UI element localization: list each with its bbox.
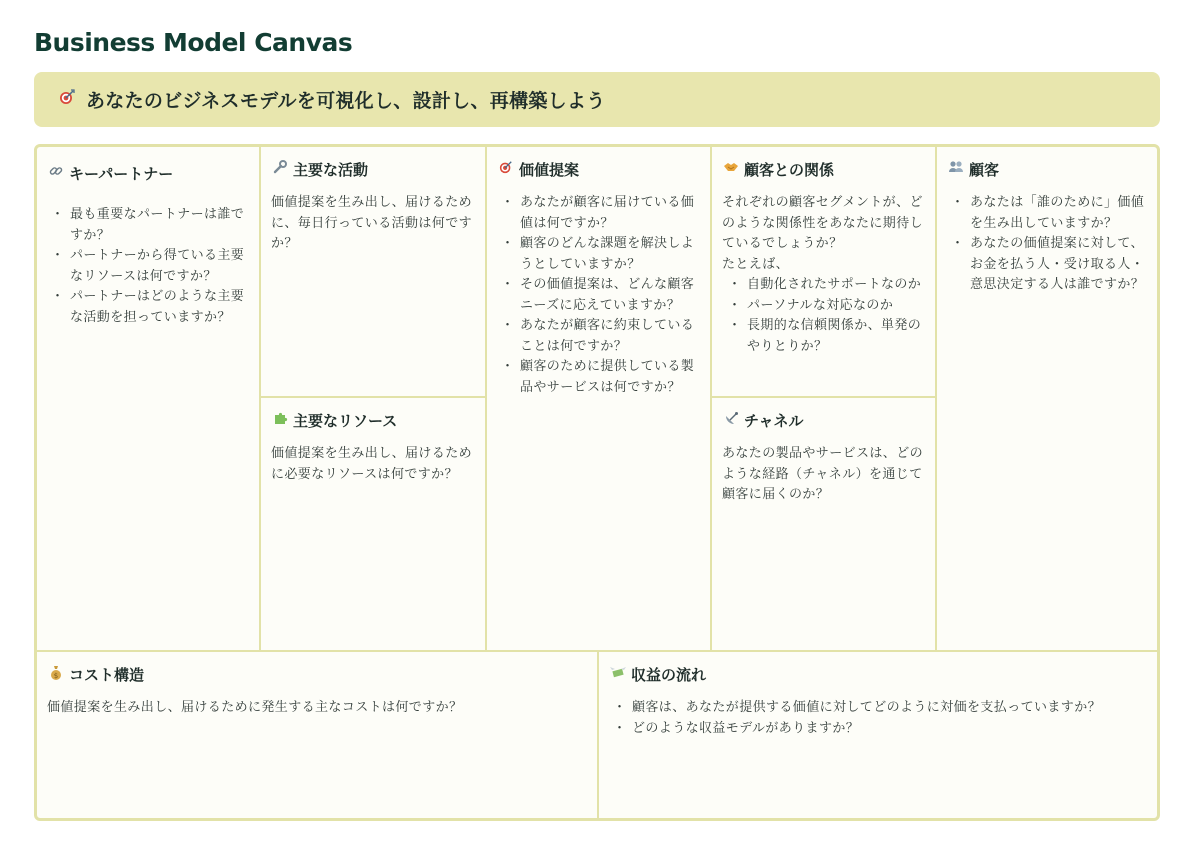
customer-relationships-text: それぞれの顧客セグメントが、どのような関係性をあなたに期待しているでしょうか？ たとえば、 bbox=[722, 193, 925, 275]
target-icon bbox=[497, 160, 515, 178]
value-propositions-list bbox=[497, 193, 700, 398]
link-icon bbox=[47, 164, 65, 182]
satellite-icon bbox=[722, 411, 740, 430]
customer-relationships-list bbox=[722, 275, 925, 357]
list-item: ・ あなたが顧客に届けている価値は何ですか？ bbox=[497, 193, 700, 234]
puzzle-icon bbox=[271, 411, 289, 430]
revenue-streams-title: 収益の流れ bbox=[631, 665, 707, 684]
list-item: ・ あなたの価値提案に対して、お金を払う人・受け取る人・意思決定する人は誰ですか？ bbox=[947, 234, 1153, 296]
customer-segments-list bbox=[947, 193, 1153, 296]
list-item: ・ 顧客のどんな課題を解決しようとしていますか？ bbox=[497, 234, 700, 275]
customer-relationships-section bbox=[712, 147, 935, 396]
business-model-canvas bbox=[34, 144, 1160, 821]
key-resources-title: 主要なリソース bbox=[293, 411, 398, 430]
key-resources-section bbox=[261, 398, 485, 650]
svg-text:$: $ bbox=[53, 671, 59, 680]
list-item: ・ どのような収益モデルがありますか？ bbox=[609, 719, 1153, 740]
cost-structure-section bbox=[37, 652, 597, 821]
customer-relationships-title: 顧客との関係 bbox=[744, 160, 835, 179]
list-item: ・ パーソナルな対応なのか bbox=[724, 296, 925, 317]
list-item: ・ あなたは「誰のために」価値を生み出していますか？ bbox=[947, 193, 1153, 234]
tagline-text: あなたのビジネスモデルを可視化し、設計し、再構築しよう bbox=[86, 90, 606, 112]
key-resources-text: 価値提案を生み出し、届けるために必要なリソースは何ですか？ bbox=[271, 446, 473, 482]
list-item: ・ あなたが顧客に約束していることは何ですか？ bbox=[497, 316, 700, 357]
value-propositions-section bbox=[487, 147, 710, 650]
channels-text: あなたの製品やサービスは、どのような経路（チャネル）を通じて顧客に届くのか？ bbox=[722, 446, 924, 502]
key-partners-title: キーパートナー bbox=[69, 164, 174, 183]
key-partners-section bbox=[37, 147, 259, 650]
target-icon bbox=[56, 89, 78, 110]
list-item: ・ パートナーから得ている主要なリソースは何ですか？ bbox=[47, 246, 249, 287]
list-item: ・ 顧客のために提供している製品やサービスは何ですか？ bbox=[497, 357, 700, 398]
list-item: ・ パートナーはどのような主要な活動を担っていますか？ bbox=[47, 287, 249, 328]
revenue-streams-list bbox=[609, 698, 1153, 739]
customer-segments-title: 顧客 bbox=[969, 160, 1000, 179]
handshake-icon bbox=[722, 160, 740, 178]
cost-structure-title: コスト構造 bbox=[69, 665, 145, 684]
revenue-streams-section bbox=[599, 652, 1160, 821]
list-item: ・ 自動化されたサポートなのか bbox=[724, 275, 925, 296]
tagline-banner bbox=[34, 72, 1160, 127]
channels-section bbox=[712, 398, 935, 650]
money-bag-icon bbox=[47, 665, 65, 684]
list-item: ・ 長期的な信頼関係か、単発のやりとりか？ bbox=[724, 316, 925, 357]
page-title: Business Model Canvas bbox=[34, 28, 353, 57]
list-item: ・ 最も重要なパートナーは誰ですか？ bbox=[47, 205, 249, 246]
key-activities-section bbox=[261, 147, 485, 396]
cost-structure-text: 価値提案を生み出し、届けるために発生する主なコストは何ですか？ bbox=[47, 700, 463, 715]
channels-title: チャネル bbox=[744, 411, 804, 430]
list-item: ・ 顧客は、あなたが提供する価値に対してどのように対価を支払っていますか？ bbox=[609, 698, 1153, 719]
money-wings-icon bbox=[609, 665, 627, 683]
key-activities-title: 主要な活動 bbox=[293, 160, 369, 179]
example-label: たとえば、 bbox=[722, 256, 790, 272]
wrench-icon bbox=[271, 160, 289, 178]
value-propositions-title: 価値提案 bbox=[519, 160, 580, 179]
key-partners-list bbox=[47, 205, 249, 328]
list-item: ・ その価値提案は、どんな顧客ニーズに応えていますか？ bbox=[497, 275, 700, 316]
key-activities-text: 価値提案を生み出し、届けるために、毎日行っている活動は何ですか？ bbox=[271, 195, 473, 251]
people-icon bbox=[947, 160, 965, 178]
customer-segments-section bbox=[937, 147, 1160, 650]
